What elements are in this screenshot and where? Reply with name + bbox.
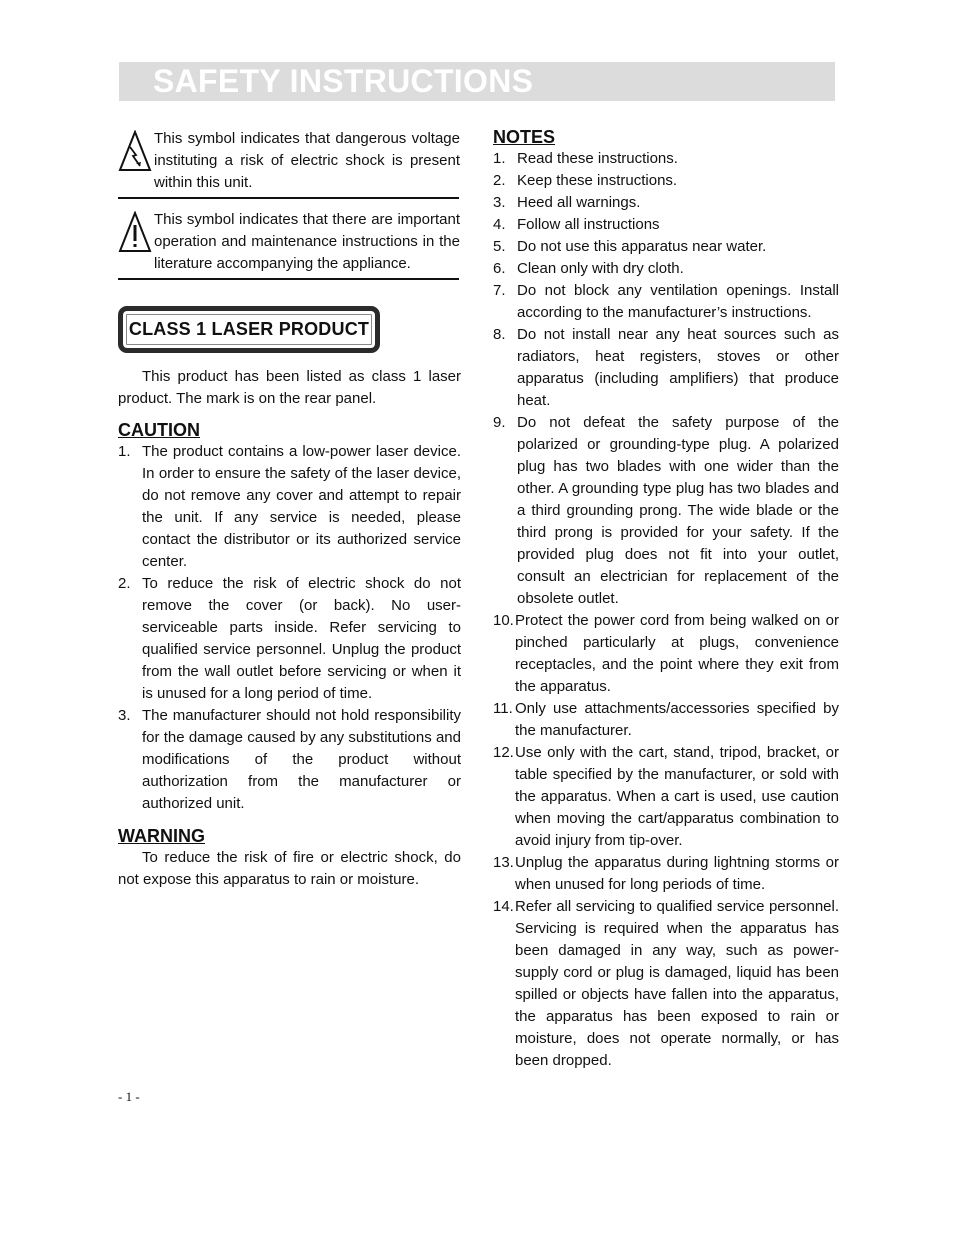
list-item: 2. To reduce the risk of electric shock do not remove the cover (or back). No user-serviceable parts inside. Refer servicing to qualified service personnel. Unplug the product from the wall outlet before servicing or when it is unused for a long period of time.	[118, 575, 461, 702]
list-item: 5. Do not use this apparatus near water.	[493, 238, 767, 255]
list-item: 13. Unplug the apparatus during lightning storms or when unused for long periods of time.	[493, 854, 839, 893]
list-item: 1. The product contains a low-power laser device. In order to ensure the safety of the laser device, do not remove any cover and attempt to repair the unit. If any service is needed, please contact the distributor or its authorized service center.	[118, 443, 461, 570]
notes-list	[493, 148, 839, 1072]
list-item: 1. Read these instructions.	[493, 150, 678, 167]
symbol-voltage-text: This symbol indicates that dangerous voltage instituting a risk of electric shock is present within this unit.	[154, 130, 460, 191]
lightning-warning-icon	[118, 130, 152, 172]
exclamation-warning-icon	[118, 211, 152, 253]
right-column	[493, 126, 839, 1072]
left-column	[118, 128, 461, 891]
page-number: - 1 -	[118, 1089, 140, 1104]
list-item: 3. Heed all warnings.	[493, 194, 641, 211]
list-item: 10. Protect the power cord from being walked on or pinched particularly at plugs, convenience receptacles, and the point where they exit from the apparatus.	[493, 612, 839, 695]
list-item: 4. Follow all instructions	[493, 216, 660, 233]
laser-description: This product has been listed as class 1 laser product. The mark is on the rear panel.	[118, 368, 461, 407]
laser-label-box	[118, 306, 380, 353]
list-item: 9. Do not defeat the safety purpose of the polarized or grounding-type plug. A polarized plug has two blades with one wider than the other. A grounding type plug has two blades and a third grounding prong. The wide blade or the third prong is provided for your safety. If the provided plug does not fit into your outlet, consult an electrician for replacement of the obsolete outlet.	[493, 414, 839, 607]
page-title: SAFETY INSTRUCTIONS	[153, 63, 534, 99]
caution-list	[118, 441, 461, 815]
list-item: 12. Use only with the cart, stand, tripod, bracket, or table specified by the manufacturer, or sold with the apparatus. When a cart is used, use caution when moving the cart/apparatus combination to avoid injury from tip-over.	[493, 744, 839, 849]
list-item: 11. Only use attachments/accessories specified by the manufacturer.	[493, 700, 839, 739]
notes-heading: NOTES	[493, 127, 556, 147]
warning-heading: WARNING	[118, 826, 205, 846]
list-item: 8. Do not install near any heat sources such as radiators, heat registers, stoves or other apparatus (including amplifiers) that produce heat.	[493, 326, 839, 409]
caution-heading: CAUTION	[118, 420, 200, 440]
list-item: 7. Do not block any ventilation openings. Install according to the manufacturer’s instructions.	[493, 282, 839, 321]
list-item: 14. Refer all servicing to qualified service personnel. Servicing is required when the apparatus has been damaged in any way, such as power-supply cord or plug is damaged, liquid has been spilled or objects have fallen into the apparatus, the apparatus has been exposed to rain or moisture, does not operate normally, or has been dropped.	[493, 898, 839, 1069]
list-item: 2. Keep these instructions.	[493, 172, 678, 189]
symbol-block-exclamation	[118, 209, 459, 280]
list-item: 6. Clean only with dry cloth.	[493, 260, 684, 277]
symbol-exclamation-text: This symbol indicates that there are important operation and maintenance instructions in the literature accompanying the appliance.	[154, 211, 460, 272]
list-item: 3. The manufacturer should not hold responsibility for the damage caused by any substitutions and modifications of the product without authorization from the manufacturer or authorized unit.	[118, 707, 461, 812]
symbol-block-voltage	[118, 128, 459, 199]
title-bar	[119, 62, 835, 101]
warning-text: To reduce the risk of fire or electric shock, do not expose this apparatus to rain or moisture.	[118, 849, 461, 888]
laser-label: CLASS 1 LASER PRODUCT	[128, 319, 370, 339]
